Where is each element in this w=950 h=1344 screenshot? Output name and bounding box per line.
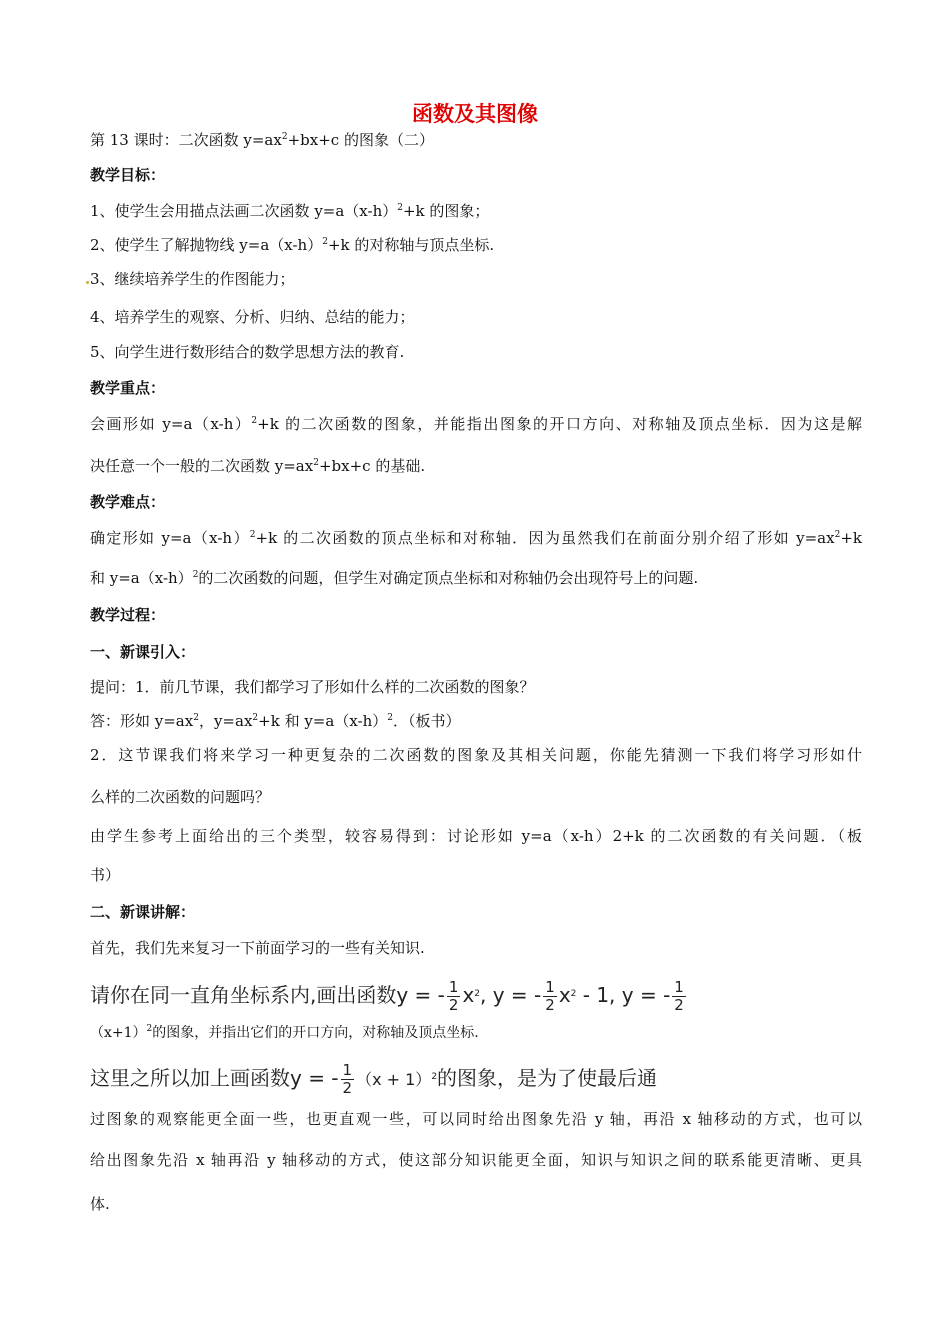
goal-2: 2、使学生了解抛物线 $y=a(x-h)^2+k$ 的对称轴与顶点坐标. <box>90 236 495 254</box>
page-title: 函数及其图像 <box>412 102 538 126</box>
key-heading: 教学重点： <box>90 379 166 397</box>
formula-line-2: 这里之所以加上画函数y = - $\frac{1}{2}$ $(x + 1)^2$的图象，是为了使最后通 <box>90 1061 658 1097</box>
goals-heading: 教学目标： <box>90 166 166 184</box>
goal-1: 1、使学生会用描点法画二次函数 $y=a(x-h)^2+k$ 的图象； <box>90 202 490 220</box>
goal-5: 5、向学生进行数形结合的数学思想方法的教育. <box>90 343 405 361</box>
response-line-2: 书） <box>90 866 121 884</box>
paragraph-line-1: 过图象的观察能更全面一些，也更直观一些，可以同时给出图象先沿 y 轴，再沿 x 轴移动的方式，也可以 <box>90 1110 862 1128</box>
difficulty-heading: 教学难点： <box>90 493 166 511</box>
key-line-2: 决任意一个一般的二次函数 $y=ax^2+bx+c$ 的基础. <box>90 457 426 475</box>
paragraph-line-3: 体. <box>90 1195 110 1213</box>
response-line-1: 由学生参考上面给出的三个类型，较容易得到：讨论形如 y=a（x-h）2+k 的二次函数的有关问题．（板 <box>90 827 862 845</box>
question-2-line-1: 2．这节课我们将来学习一种更复杂的二次函数的图象及其相关问题，你能先猜测一下我们将学习形如什 <box>90 746 862 764</box>
goal-4: 4、培养学生的观察、分析、归纳、总结的能力； <box>90 308 415 326</box>
difficulty-line-2: 和 $y=a(x-h)^2$的二次函数的问题，但学生对确定顶点坐标和对称轴仍会出现符号上的问题. <box>90 569 699 587</box>
question-2-line-2: 么样的二次函数的问题吗？ <box>90 788 271 806</box>
key-line-1: 会画形如 $y=a(x-h)^2+k$ 的二次函数的图象，并能指出图象的开口方向、对称轴及顶点坐标．因为这是解 <box>90 415 862 433</box>
intro-line: 首先，我们先来复习一下前面学习的一些有关知识. <box>90 939 425 957</box>
section-2-heading: 二、新课讲解： <box>90 903 196 921</box>
fraction: $\frac{1}{2}$ <box>342 1061 353 1097</box>
goal-3: 3、继续培养学生的作图能力； <box>90 270 295 288</box>
fraction: $\frac{1}{2}$ <box>448 978 459 1014</box>
fraction: $\frac{1}{2}$ <box>674 978 684 1014</box>
process-heading: 教学过程： <box>90 606 166 624</box>
section-1-heading: 一、新课引入： <box>90 643 196 661</box>
lesson-line: 第 13 课时：二次函数 $y=ax^2+bx+c$ 的图象（二） <box>90 131 434 149</box>
question-1: 提问：1．前几节课，我们都学习了形如什么样的二次函数的图象？ <box>90 678 535 696</box>
paragraph-line-2: 给出图象先沿 x 轴再沿 y 轴移动的方式，使这部分知识能更全面，知识与知识之间的联系能更清晰、更具 <box>90 1151 862 1169</box>
fraction: $\frac{1}{2}$ <box>545 978 555 1014</box>
formula-line-1-continued: $(x+1)^2$的图象，并指出它们的开口方向，对称轴及顶点坐标. <box>90 1024 479 1041</box>
formula-line-1: 请你在同一直角坐标系内,画出函数y = - $\frac{1}{2}$ $x^2$, y = - $\frac{1}{2}$ $x^2 - 1$, y = - $\frac{1}{2}$ <box>90 978 684 1014</box>
stray-mark <box>86 281 89 284</box>
answer-1: 答：形如 $y=ax^2$，$y=ax^2+k$ 和 $y=a(x-h)^2$．（板书） <box>90 712 461 730</box>
difficulty-line-1: 确定形如 $y=a(x-h)^2+k$ 的二次函数的顶点坐标和对称轴．因为虽然我们在前面分别介绍了形如 $y=ax^2+k$ <box>90 529 862 547</box>
